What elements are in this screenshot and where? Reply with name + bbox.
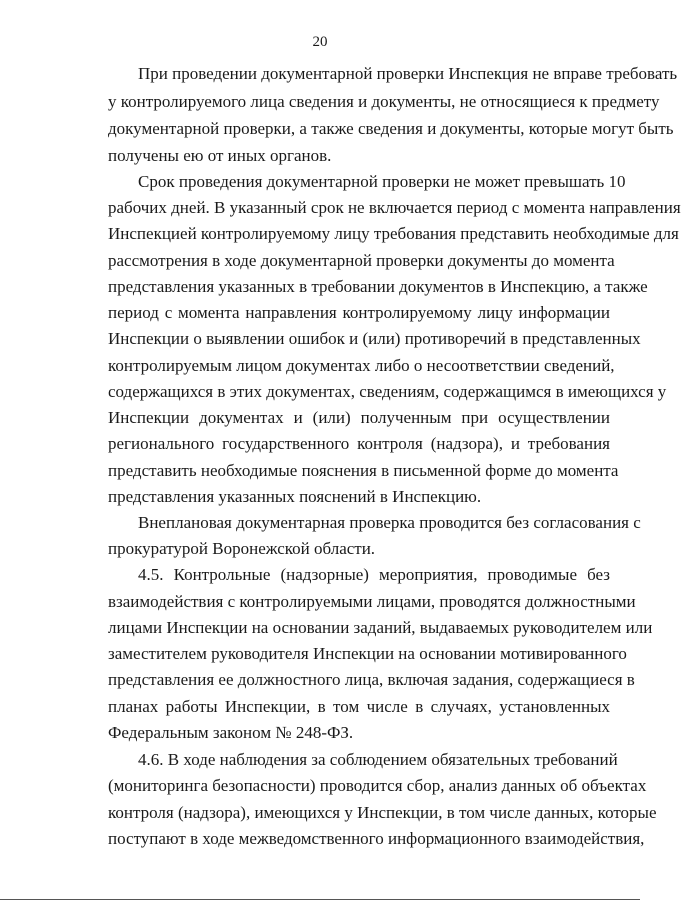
text-line: контроля (надзора), имеющихся у Инспекции, в том числе данных, которые [108,803,657,822]
text-line: представления указанных в требовании документов в Инспекцию, а также [108,277,648,296]
text-line: контролируемым лицом документах либо о несоответствии сведений, [108,356,615,375]
text-line: у контролируемого лица сведения и документы, не относящиеся к предмету [108,92,660,111]
text-line: содержащихся в этих документах, сведениям, содержащимся в имеющихся у [108,382,667,401]
text-line: заместителем руководителя Инспекции на основании мотивированного [108,644,627,663]
text-line: Срок проведения документарной проверки не может превышать 10 [138,172,626,191]
text-line: получены ею от иных органов. [108,146,332,165]
text-line: представления ее должностного лица, включая задания, содержащиеся в [108,670,635,689]
text-line: регионального государственного контроля (надзора), и требования [108,434,610,453]
text-line: Федеральным законом № 248-ФЗ. [108,723,354,742]
page-number: 20 [312,34,328,50]
text-line: поступают в ходе межведомственного информационного взаимодействия, [108,829,645,848]
text-line: лицами Инспекции на основании заданий, выдаваемых руководителем или [108,618,653,637]
text-line: прокуратурой Воронежской области. [108,539,376,558]
bottom-edge-rule [0,899,640,900]
text-line: 4.5. Контрольные (надзорные) мероприятия, проводимые без [138,565,610,584]
text-line: рассмотрения в ходе документарной проверки документы до момента [108,251,615,270]
text-line: взаимодействия с контролируемыми лицами, проводятся должностными [108,592,636,611]
text-line: Инспекции о выявлении ошибок и (или) противоречий в представленных [108,329,641,348]
text-line: документарной проверки, а также сведения и документы, которые могут быть [108,119,674,138]
text-line: представления указанных пояснений в Инспекцию. [108,487,482,506]
text-line: 4.6. В ходе наблюдения за соблюдением обязательных требований [138,750,618,769]
text-line: период с момента направления контролируемому лицу информации [108,303,610,322]
text-line: планах работы Инспекции, в том числе в случаях, установленных [108,697,610,716]
text-line: При проведении документарной проверки Инспекция не вправе требовать [138,64,678,83]
text-line: представить необходимые пояснения в письменной форме до момента [108,461,619,480]
text-line: (мониторинга безопасности) проводится сбор, анализ данных об объектах [108,776,647,795]
text-line: Внеплановая документарная проверка проводится без согласования с [138,513,641,532]
text-line: Инспекции документах и (или) полученным при осуществлении [108,408,610,427]
text-line: рабочих дней. В указанный срок не включается период с момента направления [108,198,681,217]
text-line: Инспекцией контролируемому лицу требования представить необходимые для [108,224,679,243]
